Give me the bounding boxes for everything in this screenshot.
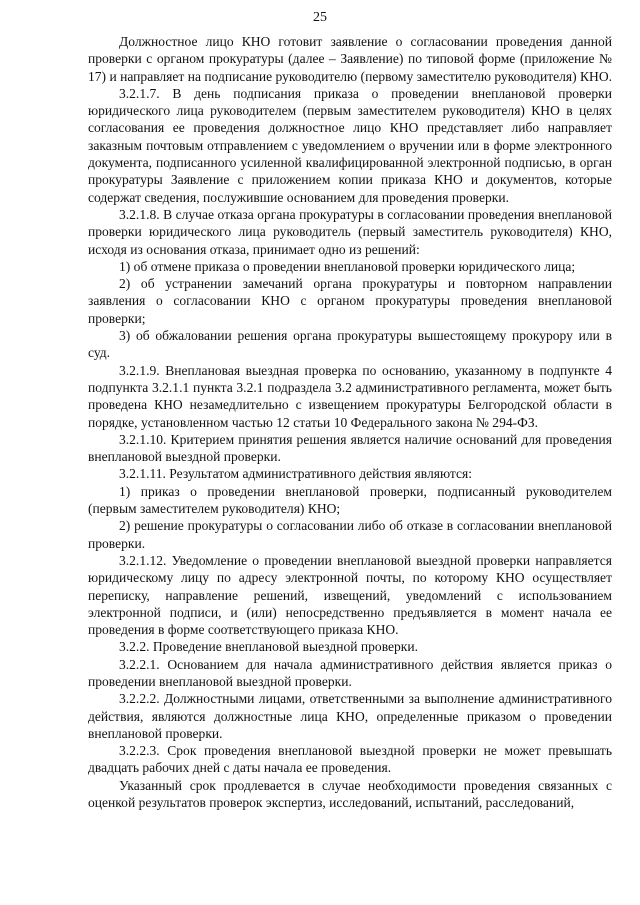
paragraph-3-2-1-12: 3.2.1.12. Уведомление о проведении внеплановой выездной проверки направляется юридическому лицу по адресу электронной почты, по которому КНО осуществляет переписку, направление решений, извещений, уведомлений с использованием электронной подписи, и (или) непосредственно предъявляется в момент начала ее проведения в форме соответствующего приказа КНО.	[88, 552, 612, 638]
list-item-decision-2: 2) об устранении замечаний органа прокуратуры и повторном направлении заявления о согласовании КНО с органом прокуратуры проведения внеплановой проверки;	[88, 276, 612, 326]
paragraph-term-extension: Указанный срок продлевается в случае необходимости проведения связанных с оценкой результатов проверок экспертиз, исследований, испытаний, расследований,	[88, 777, 612, 811]
paragraph-3-2-2-3: 3.2.2.3. Срок проведения внеплановой выездной проверки не может превышать двадцать рабочих дней с даты начала ее проведения.	[88, 743, 612, 776]
list-item-decision-1: 1) об отмене приказа о проведении внеплановой проверки юридического лица;	[119, 258, 576, 274]
paragraph-statement-preparation: Должностное лицо КНО готовит заявление о согласовании проведения данной проверки с органом прокуратуры (далее – Заявление) по типовой форме (приложение № 17) и направляет на подписание руководителю (первому заместителю руководителя) КНО.	[88, 34, 613, 84]
document-body	[88, 33, 612, 811]
section-heading-3-2-2: 3.2.2. Проведение внеплановой выездной проверки.	[119, 639, 419, 655]
page-number: 25	[313, 10, 327, 25]
paragraph-3-2-2-1: 3.2.2.1. Основанием для начала административного действия является приказ о проведении внеплановой выездной проверки.	[88, 656, 612, 689]
list-item-result-2: 2) решение прокуратуры о согласовании либо об отказе в согласовании внеплановой проверки.	[88, 518, 612, 551]
paragraph-3-2-1-8: 3.2.1.8. В случае отказа органа прокуратуры в согласовании проведения внеплановой проверки юридического лица руководитель (первый заместитель руководителя) КНО, исходя из основания отказа, принимает одно из решений:	[88, 206, 612, 257]
paragraph-3-2-2-2: 3.2.2.2. Должностными лицами, ответственными за выполнение административного действия, являются должностные лица КНО, определенные приказом о проведении внеплановой проверки.	[88, 691, 612, 741]
paragraph-3-2-1-9: 3.2.1.9. Внеплановая выездная проверка по основанию, указанному в подпункте 4 подпункта 3.2.1.1 пункта 3.2.1 подраздела 3.2 административного регламента, может быть проведена КНО незамедлительно с извещением прокуратуры Белгородской области в порядке, установленном частью 12 статьи 10 Федерального закона № 294-ФЗ.	[88, 362, 612, 430]
paragraph-3-2-1-11: 3.2.1.11. Результатом административного действия являются:	[119, 466, 473, 482]
paragraph-3-2-1-7: 3.2.1.7. В день подписания приказа о проведении внеплановой проверки юридического лица руководителем (первым заместителем руководителя) КНО в целях согласования ее проведения должностное лицо КНО представляет либо направляет заказным почтовым отправлением с уведомлением о вручении или в форме электронного документа, подписанного усиленной квалифицированной электронной подписью, в орган прокуратуры Заявление с приложением копии приказа КНО и документов, которые содержат сведения, послужившие основанием для проведения проверки.	[88, 85, 612, 205]
list-item-decision-3: 3) об обжаловании решения органа прокуратуры вышестоящему прокурору или в суд.	[88, 328, 612, 361]
paragraph-3-2-1-10: 3.2.1.10. Критерием принятия решения является наличие оснований для проведения внеплановой выездной проверки.	[88, 431, 612, 465]
list-item-result-1: 1) приказ о проведении внеплановой проверки, подписанный руководителем (первым заместителем руководителя) КНО;	[88, 483, 612, 517]
